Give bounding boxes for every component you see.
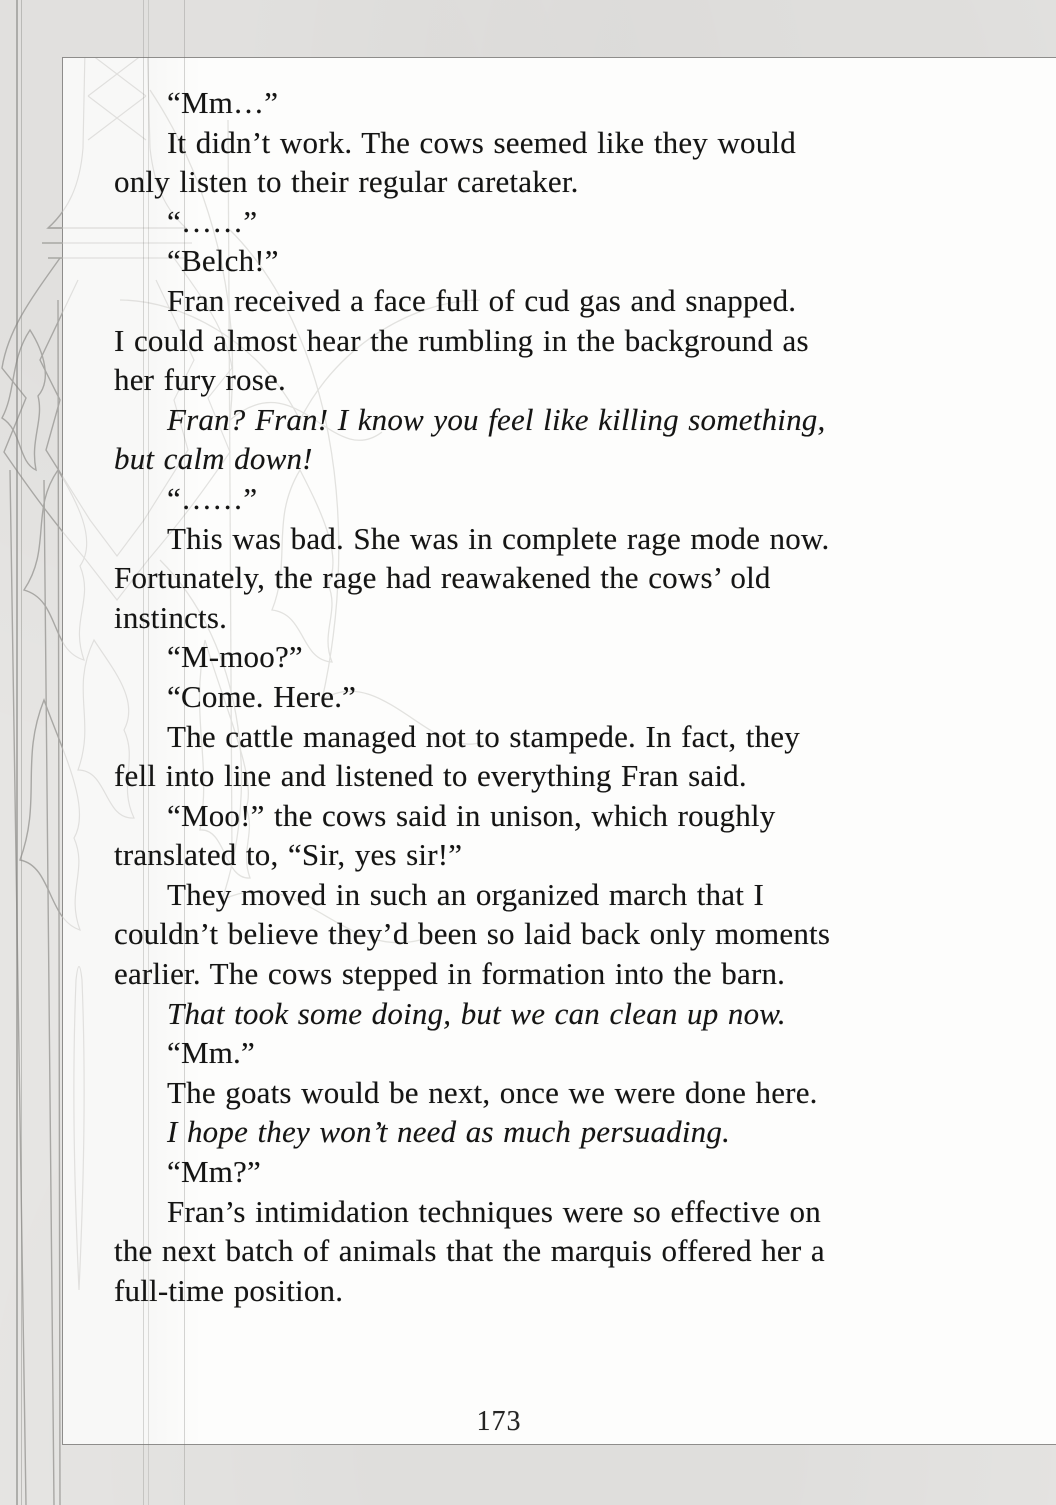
text-line: Fran’s intimidation techniques were so effective on bbox=[167, 1193, 821, 1229]
body-text bbox=[114, 83, 904, 1310]
text-line: “……” bbox=[167, 480, 258, 516]
page-number: 173 bbox=[476, 1406, 522, 1437]
text-line: “Belch!” bbox=[167, 243, 279, 279]
text-line: I hope they won’t need as much persuading. bbox=[167, 1114, 731, 1150]
text-line: Fortunately, the rage had reawakened the cows’ old bbox=[114, 560, 771, 596]
text-line: The goats would be next, once we were done here. bbox=[167, 1074, 818, 1110]
text-line: instincts. bbox=[114, 599, 228, 635]
text-line: “Moo!” the cows said in unison, which roughly bbox=[167, 797, 776, 833]
text-line: the next batch of animals that the marquis offered her a bbox=[114, 1233, 825, 1269]
text-line: “Mm…” bbox=[167, 85, 279, 120]
scan-fold-line bbox=[16, 0, 18, 1505]
text-line: “Mm.” bbox=[167, 1035, 255, 1071]
text-line: I could almost hear the rumbling in the background as bbox=[114, 322, 809, 358]
text-line: translated to, “Sir, yes sir!” bbox=[114, 837, 463, 873]
text-line: “……” bbox=[167, 203, 258, 239]
text-line: The cattle managed not to stampede. In fact, they bbox=[167, 718, 800, 754]
text-line: earlier. The cows stepped in formation into the barn. bbox=[114, 956, 786, 992]
text-line: Fran? Fran! I know you feel like killing something, bbox=[167, 401, 826, 437]
scan-fold-line bbox=[21, 0, 22, 1505]
text-line: but calm down! bbox=[114, 441, 313, 477]
text-line: “Mm?” bbox=[167, 1154, 261, 1190]
text-line: full-time position. bbox=[114, 1272, 344, 1308]
text-line: That took some doing, but we can clean up now. bbox=[167, 995, 786, 1031]
text-line: “M-moo?” bbox=[167, 639, 303, 675]
text-line: It didn’t work. The cows seemed like they would bbox=[167, 124, 796, 160]
text-line: only listen to their regular caretaker. bbox=[114, 164, 579, 200]
text-line: couldn’t believe they’d been so laid back only moments bbox=[114, 916, 831, 952]
text-line: Fran received a face full of cud gas and snapped. bbox=[167, 282, 797, 318]
text-line: They moved in such an organized march that I bbox=[167, 876, 764, 912]
text-line: her fury rose. bbox=[114, 362, 286, 398]
text-line: fell into line and listened to everything Fran said. bbox=[114, 758, 747, 794]
text-line: This was bad. She was in complete rage mode now. bbox=[167, 520, 830, 556]
text-line: “Come. Here.” bbox=[167, 678, 357, 714]
